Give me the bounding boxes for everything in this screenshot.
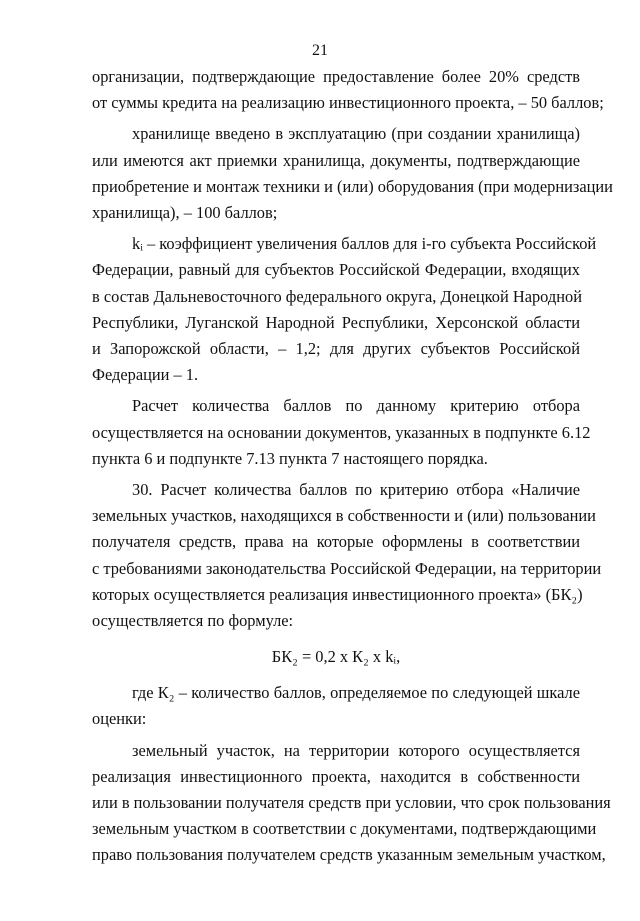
text-line: хранилище введено в эксплуатацию (при создании хранилища) xyxy=(132,124,580,144)
text-line: право пользования получателем средств указанным земельным участком, xyxy=(92,845,606,865)
paragraph-storage xyxy=(92,121,613,226)
text-line: Федерации – 1. xyxy=(92,365,199,385)
text-line: пункта 6 и подпункте 7.13 пункта 7 настоящего порядка. xyxy=(92,448,488,468)
text-line: хранилища), – 100 баллов; xyxy=(92,203,278,223)
formula-bk2: БК₂ = 0,2 x К₂ x kᵢ, xyxy=(271,647,401,667)
page-number: 21 xyxy=(312,42,328,59)
text-line: земельных участков, находящихся в собственности и (или) пользовании xyxy=(92,506,596,526)
document-body xyxy=(92,64,613,869)
text-line: где К₂ – количество баллов, определяемое по следующей шкале xyxy=(132,683,580,703)
paragraph-calculation-basis xyxy=(92,393,591,472)
paragraph-item-30 xyxy=(92,477,602,634)
text-line: оценки: xyxy=(92,709,147,729)
text-line: получателя средств, права на которые оформлены в соответствии xyxy=(92,532,580,552)
text-line: в состав Дальневосточного федерального округа, Донецкой Народной xyxy=(92,286,582,306)
text-line: осуществляется на основании документов, указанных в подпункте 6.12 xyxy=(92,422,591,442)
text-line: 30. Расчет количества баллов по критерию отбора «Наличие xyxy=(132,480,580,500)
text-line: Республики, Луганской Народной Республики, Херсонской области xyxy=(92,312,580,332)
text-line: Расчет количества баллов по данному критерию отбора xyxy=(132,396,580,416)
paragraph-land-plot xyxy=(92,738,611,869)
text-line: или в пользовании получателя средств при условии, что срок пользования xyxy=(92,793,611,813)
text-line: реализация инвестиционного проекта, находится в собственности xyxy=(92,766,580,786)
paragraph-coefficient xyxy=(92,231,597,388)
text-line: осуществляется по формуле: xyxy=(92,611,294,631)
text-line: организации, подтверждающие предоставление более 20% средств xyxy=(92,67,580,86)
paragraph-organizations xyxy=(92,64,604,116)
text-line: с требованиями законодательства Российской Федерации, на территории xyxy=(92,558,602,578)
text-line: земельный участок, на территории которого осуществляется xyxy=(132,740,580,760)
text-line: которых осуществляется реализация инвестиционного проекта» (БК₂) xyxy=(92,584,583,604)
text-line: от суммы кредита на реализацию инвестиционного проекта, – 50 баллов; xyxy=(92,93,604,113)
paragraph-k2-definition xyxy=(92,680,580,732)
text-line: и Запорожской области, – 1,2; для других субъектов Российской xyxy=(92,339,580,359)
text-line: Федерации, равный для субъектов Российской Федерации, входящих xyxy=(92,260,580,280)
text-line: земельным участком в соответствии с документами, подтверждающими xyxy=(92,819,597,839)
text-line: или имеются акт приемки хранилища, документы, подтверждающие xyxy=(92,150,580,170)
text-line: kᵢ – коэффициент увеличения баллов для i-го субъекта Российской xyxy=(132,234,597,254)
text-line: приобретение и монтаж техники и (или) оборудования (при модернизации xyxy=(92,176,613,196)
